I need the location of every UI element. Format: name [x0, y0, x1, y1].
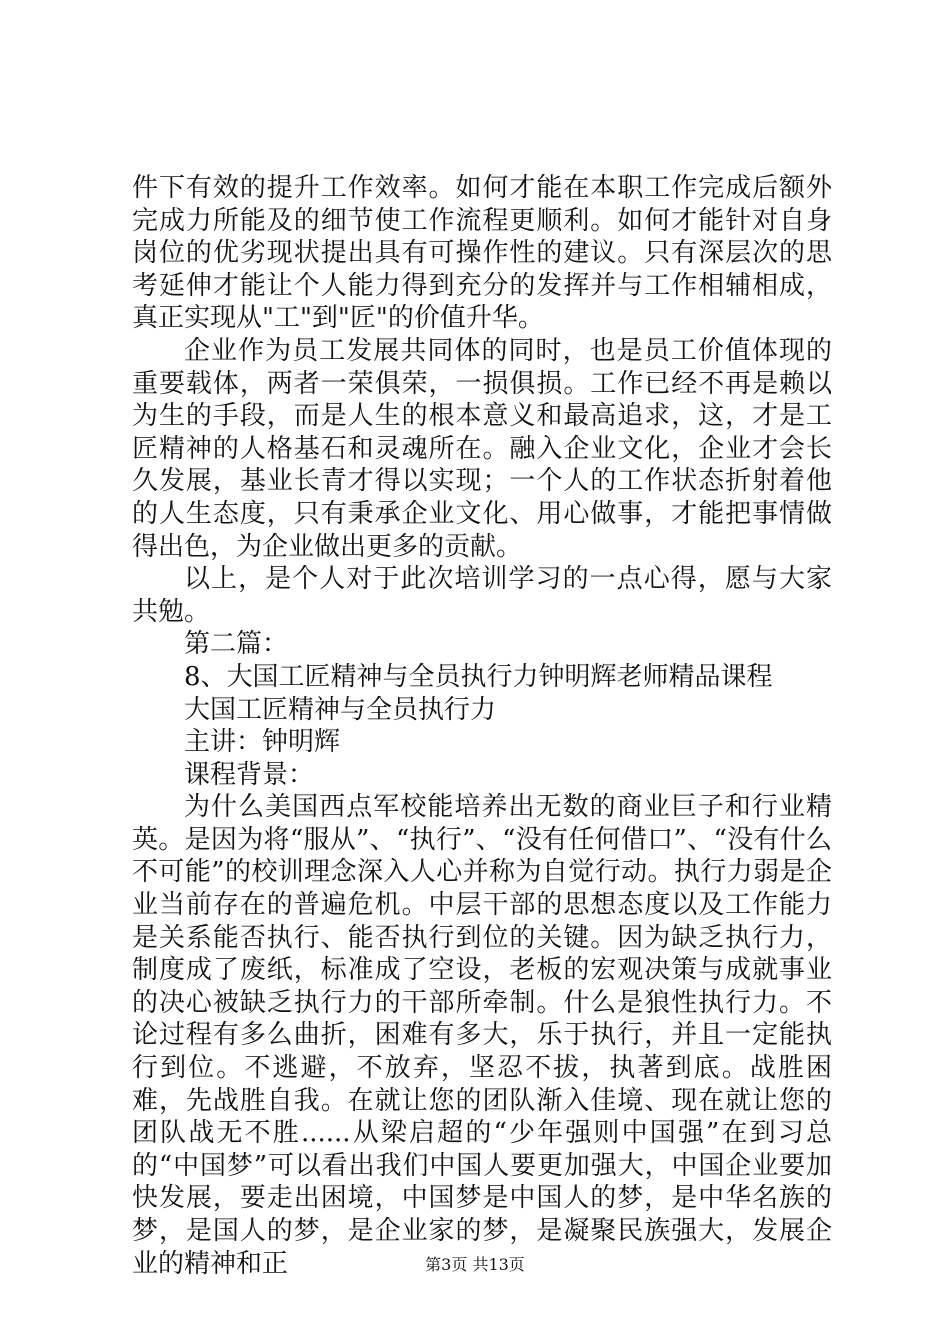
document-body	[132, 172, 832, 1280]
course-background-text: 为什么美国西点军校能培养出无数的商业巨子和行业精英。是因为将“服从”、“执行”、“没有任何借口”、“没有什么不可能”的校训理念深入人心并称为自觉行动。执行力弱是企业当前存在的普遍危机。中层干部的思想态度以及工作能力是关系能否执行、能否执行到位的关键。因为缺乏执行力，制度成了废纸，标准成了空设，老板的宏观决策与成就事业的决心被缺乏执行力的干部所牵制。什么是狼性执行力。不论过程有多么曲折，困难有多大，乐于执行，并且一定能执行到位。不逃避，不放弃，坚忍不拔，执著到底。战胜困难，先战胜自我。在就让您的团队渐入佳境、现在就让您的团队战无不胜......从梁启超的“少年强则中国强”在到习总的“中国梦”可以看出我们中国人要更加强大，中国企业要加快发展，要走出困境，中国梦是中国人的梦，是中华名族的梦，是国人的梦，是企业家的梦，是凝聚民族强大，发展企业的精神和正	[132, 792, 832, 1279]
course-background-heading: 课程背景：	[184, 759, 315, 790]
paragraph-continued: 件下有效的提升工作效率。如何才能在本职工作完成后额外完成力所能及的细节使工作流程更顺利。如何才能针对自身岗位的优劣现状提出具有可操作性的建议。只有深层次的思考延伸才能让个人能力得到充分的发挥并与工作相辅相成，真正实现从"工"到"匠"的价值升华。	[132, 173, 832, 334]
lecturer-line: 主讲：钟明辉	[184, 727, 341, 758]
section-heading: 第二篇：	[184, 629, 289, 660]
page-number-footer: 第3页 共13页	[425, 1255, 525, 1274]
paragraph-closing: 以上，是个人对于此次培训学习的一点心得，愿与大家共勉。	[132, 564, 832, 627]
course-title-numbered: 8、大国工匠精神与全员执行力钟明辉老师精品课程	[184, 661, 773, 692]
course-title: 大国工匠精神与全员执行力	[184, 694, 497, 725]
paragraph-enterprise-culture: 企业作为员工发展共同体的同时，也是员工价值体现的重要载体，两者一荣俱荣，一损俱损。工作已经不再是赖以为生的手段，而是人生的根本意义和最高追求，这，才是工匠精神的人格基石和灵魂所在。融入企业文化，企业才会长久发展，基业长青才得以实现；一个人的工作状态折射着他的人生态度，只有秉承企业文化、用心做事，才能把事情做得出色，为企业做出更多的贡献。	[132, 335, 832, 562]
